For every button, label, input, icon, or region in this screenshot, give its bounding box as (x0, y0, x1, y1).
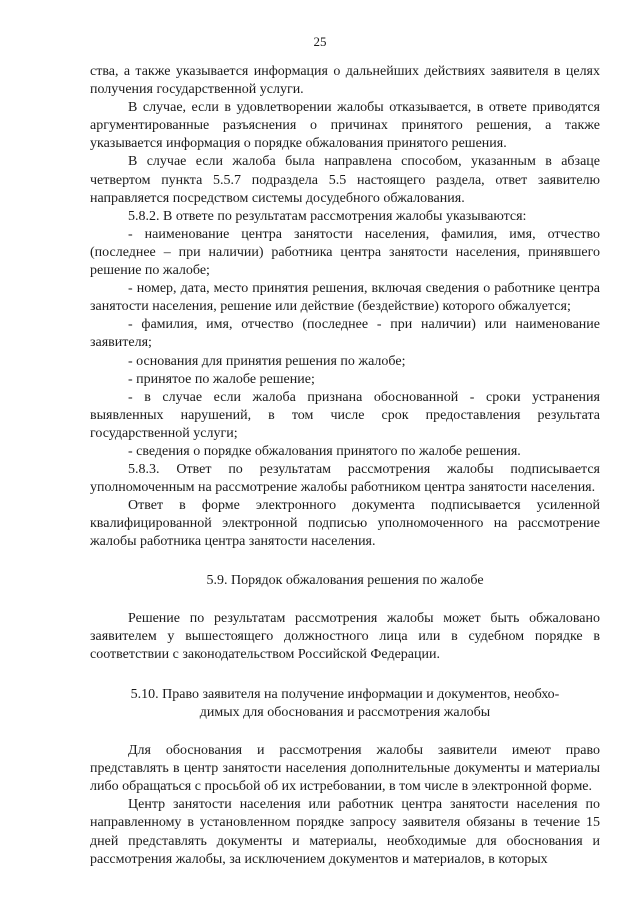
paragraph-electronic-answer: Ответ в форме электронного документа подписывается усиленной квалифицированной электронной подписью уполномоченного на рассмотрение жалобы работника центра занятости населения. (90, 498, 600, 550)
paragraph-5-9: Решение по результатам рассмотрения жалобы может быть обжаловано заявителем у вышестоящего должностного лица или в судебном порядке в соответствии с законодательством Российской Федерации. (90, 610, 600, 662)
paragraph-refusal-answer: В случае, если в удовлетворении жалобы отказывается, в ответе приводятся аргументированные разъяснения о причинах принятого решения, а также указывается информация о порядке обжалования принятого решения. (90, 100, 600, 152)
list-item: - основания для принятия решения по жалобе; (128, 353, 406, 369)
list-item: - фамилия, имя, отчество (последнее - при наличии) или наименование заявителя; (90, 317, 600, 351)
paragraph-5-8-3: 5.8.3. Ответ по результатам рассмотрения жалобы подписывается уполномоченным на рассмотрение жалобы работником центра занятости населения. (90, 462, 600, 496)
document-body (90, 63, 600, 869)
section-heading-5-10-line2: димых для обоснования и рассмотрения жалобы (199, 705, 491, 720)
page-number: 25 (313, 34, 327, 49)
section-heading-5-10-line1: 5.10. Право заявителя на получение информации и документов, необхо- (130, 686, 560, 702)
list-item: - сведения о порядке обжалования принятого по жалобе решения. (128, 443, 521, 459)
list-item: - в случае если жалоба признана обоснованной - сроки устранения выявленных нарушений, в том числе срок предоставления результата государственной услуги; (90, 389, 600, 441)
paragraph-continuation: ства, а также указывается информация о дальнейших действиях заявителя в целях получения государственной услуги. (90, 64, 600, 98)
list-item: - принятое по жалобе решение; (128, 371, 315, 387)
list-item: - номер, дата, место принятия решения, включая сведения о работнике центра занятости населения, решение или действие (бездействие) которого обжалуется; (90, 281, 600, 315)
paragraph-appeal-method: В случае если жалоба была направлена способом, указанным в абзаце четвертом пункта 5.5.7 подраздела 5.5 настоящего раздела, ответ заявителю направляется посредством системы досудебного обжалования. (90, 154, 600, 206)
paragraph-5-10-rights: Для обоснования и рассмотрения жалобы заявители имеют право представлять в центр занятости населения дополнительные документы и материалы либо обращаться с просьбой об их истребовании, в том числе в электронной форме. (90, 743, 600, 795)
paragraph-5-8-2: 5.8.2. В ответе по результатам рассмотрения жалобы указываются: (128, 208, 527, 224)
section-heading-5-9: 5.9. Порядок обжалования решения по жалобе (206, 572, 484, 588)
list-item: - наименование центра занятости населения, фамилия, имя, отчество (последнее – при наличии) работника центра занятости населения, принявшего решение по жалобе; (90, 226, 600, 279)
paragraph-5-10-obligations: Центр занятости населения или работник центра занятости населения по направленному в установленном порядке запросу заявителя обязаны в течение 15 дней представлять документы и материалы, необходимые для обоснования и рассмотрения жалобы, за исключением документов и материалов, в которых (90, 797, 600, 867)
